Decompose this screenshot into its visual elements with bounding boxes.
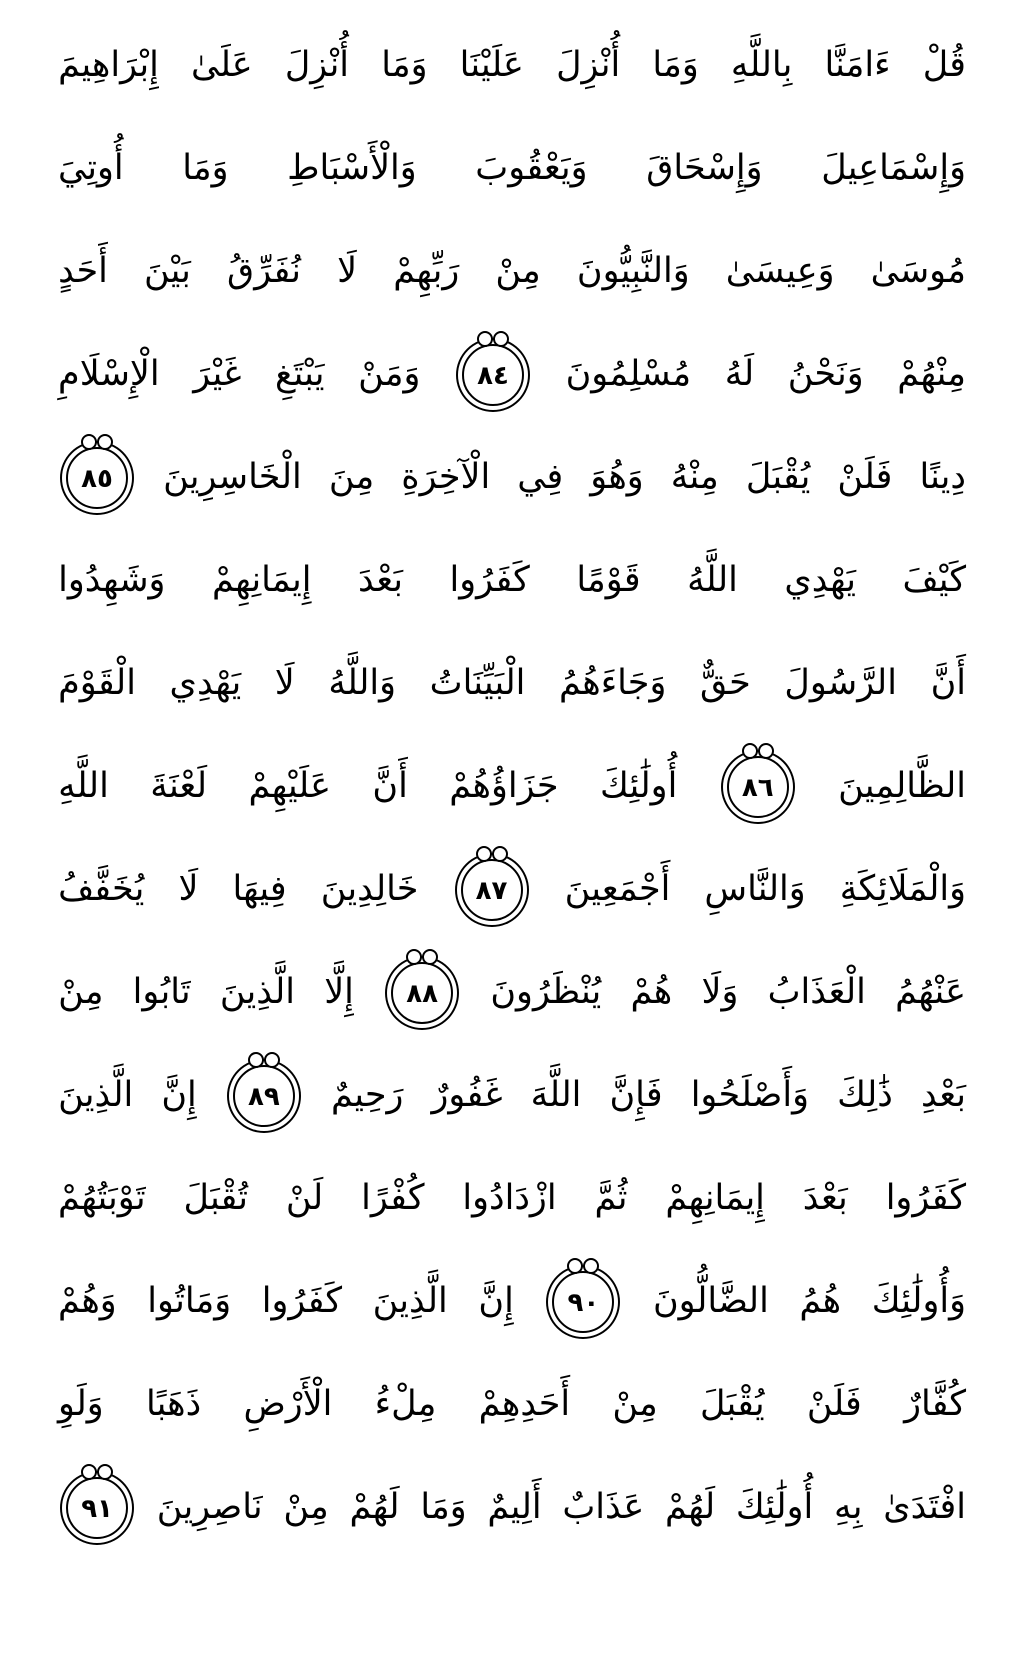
quran-word: نُفَرِّقُ xyxy=(227,251,301,291)
quran-word: أَلِيمٌ xyxy=(487,1487,542,1527)
quran-word: لَا xyxy=(274,663,295,703)
quran-line xyxy=(58,1353,966,1456)
quran-word: الْبَيِّنَاتُ xyxy=(429,663,526,703)
quran-word: اللَّهُ xyxy=(687,560,738,600)
quran-word: يَهْدِي xyxy=(784,560,857,600)
quran-word: كُفَّارٌ xyxy=(904,1384,966,1424)
verse-end-marker-icon xyxy=(552,1271,614,1333)
quran-word: الْأَرْضِ xyxy=(243,1384,333,1424)
verse-end-marker-icon xyxy=(461,859,523,921)
quran-word: عَذَابٌ xyxy=(562,1487,645,1527)
quran-word: يَهْدِي xyxy=(169,663,242,703)
quran-word: بَيْنَ xyxy=(143,251,191,291)
quran-word: فَإِنَّ xyxy=(609,1075,663,1115)
quran-word: غَفُورٌ xyxy=(431,1075,503,1115)
quran-word: وَمَا xyxy=(381,45,428,85)
quran-line xyxy=(58,1044,966,1147)
quran-word: عَلَيْنَا xyxy=(459,45,524,85)
quran-word: وَاللَّهُ xyxy=(328,663,397,703)
quran-word: فِي xyxy=(517,457,564,497)
verse-end-marker-icon xyxy=(391,962,453,1024)
quran-word: يُقْبَلَ xyxy=(745,457,811,497)
quran-word: أَجْمَعِينَ xyxy=(564,869,671,909)
quran-word: عَنْهُمُ xyxy=(895,972,966,1012)
quran-word: وَلَوِ xyxy=(58,1384,104,1424)
verse-number: ٨٧ xyxy=(475,875,508,906)
quran-word: كَفَرُوا xyxy=(261,1281,343,1321)
quran-word: أَحَدٍ xyxy=(58,251,108,291)
quran-line xyxy=(58,220,966,323)
quran-word: بَعْدَ xyxy=(358,560,404,600)
verse-end-marker-icon xyxy=(233,1065,295,1127)
quran-line xyxy=(58,632,966,735)
quran-word: وَشَهِدُوا xyxy=(58,560,166,600)
verse-end-marker-icon xyxy=(66,1477,128,1539)
quran-word: لَنْ xyxy=(285,1178,324,1218)
quran-word: يَبْتَغِ xyxy=(274,354,325,394)
verse-end-marker-icon xyxy=(727,756,789,818)
quran-word: بَعْدَ xyxy=(802,1178,848,1218)
quran-word: لَعْنَةَ xyxy=(150,766,208,806)
quran-word: وَالنَّبِيُّونَ xyxy=(576,251,690,291)
quran-word: الرَّسُولَ xyxy=(784,663,897,703)
quran-word: إِبْرَاهِيمَ xyxy=(58,45,159,85)
quran-word: مِنْهُمْ xyxy=(897,354,966,394)
verse-number: ٨٨ xyxy=(406,978,438,1009)
quran-word: هُمْ xyxy=(630,972,673,1012)
quran-word: وَمَاتُوا xyxy=(147,1281,232,1321)
quran-line xyxy=(58,941,966,1044)
quran-word: بِهِ xyxy=(833,1487,863,1527)
quran-word: مِنْ xyxy=(612,1384,658,1424)
quran-word: مِنَ xyxy=(328,457,375,497)
quran-word: تَوْبَتُهُمْ xyxy=(58,1178,146,1218)
quran-word: عَلَيْهِمْ xyxy=(248,766,331,806)
quran-line xyxy=(58,426,966,529)
quran-word: لَا xyxy=(337,251,358,291)
quran-word: ذَٰلِكَ xyxy=(837,1075,893,1115)
quran-word: ازْدَادُوا xyxy=(462,1178,557,1218)
quran-line xyxy=(58,323,966,426)
quran-word: أُنْزِلَ xyxy=(284,45,350,85)
verse-number: ٨٦ xyxy=(741,772,774,803)
quran-word: أَنَّ xyxy=(372,766,408,806)
verse-end-marker-icon xyxy=(462,344,524,406)
quran-word: قُلْ xyxy=(922,45,966,85)
quran-line xyxy=(58,14,966,117)
quran-word: وَمَا xyxy=(652,45,699,85)
quran-word: إِيمَانِهِمْ xyxy=(211,560,312,600)
quran-word: ذَهَبًا xyxy=(145,1384,202,1424)
quran-word: نَاصِرِينَ xyxy=(156,1487,263,1527)
quran-word: خَالِدِينَ xyxy=(320,869,419,909)
quran-word: يُقْبَلَ xyxy=(700,1384,765,1424)
quran-word: أَنَّ xyxy=(930,663,966,703)
quran-word: الْآخِرَةِ xyxy=(401,457,491,497)
quran-word: كَفَرُوا xyxy=(449,560,530,600)
quran-word: مُوسَىٰ xyxy=(870,251,966,291)
quran-word: الَّذِينَ xyxy=(219,972,295,1012)
quran-word: مِنْ xyxy=(495,251,541,291)
quran-word: الضَّالُّونَ xyxy=(652,1281,769,1321)
quran-word: إِلَّا xyxy=(324,972,354,1012)
quran-word: مِلْءُ xyxy=(374,1384,437,1424)
quran-word: حَقٌّ xyxy=(699,663,751,703)
quran-line xyxy=(58,1147,966,1250)
quran-word: جَزَاؤُهُمْ xyxy=(449,766,559,806)
quran-word: الْإِسْلَامِ xyxy=(58,354,160,394)
quran-word: وَعِيسَىٰ xyxy=(725,251,835,291)
quran-word: الْقَوْمَ xyxy=(58,663,136,703)
quran-word: الْعَذَابُ xyxy=(767,972,866,1012)
quran-line xyxy=(58,117,966,220)
quran-word: وَلَا xyxy=(701,972,739,1012)
quran-line xyxy=(58,1250,966,1353)
quran-word: مِنْ xyxy=(58,972,104,1012)
quran-word: تَابُوا xyxy=(132,972,191,1012)
quran-word: وَإِسْمَاعِيلَ xyxy=(821,148,966,188)
quran-word: أُولَٰئِكَ xyxy=(735,1487,814,1527)
quran-word: الَّذِينَ xyxy=(372,1281,448,1321)
quran-word: لَهُ xyxy=(724,354,755,394)
quran-word: وَالْمَلَائِكَةِ xyxy=(839,869,966,909)
quran-word: لَهُمْ xyxy=(665,1487,716,1527)
quran-word: بَعْدِ xyxy=(921,1075,966,1115)
quran-word: مُسْلِمُونَ xyxy=(565,354,692,394)
quran-word: يُنْظَرُونَ xyxy=(490,972,602,1012)
quran-word: وَمَا xyxy=(420,1487,467,1527)
quran-word: اللَّهِ xyxy=(58,766,109,806)
quran-word: الَّذِينَ xyxy=(58,1075,134,1115)
quran-word: ثُمَّ xyxy=(594,1178,628,1218)
quran-word: وَالنَّاسِ xyxy=(704,869,806,909)
quran-word: إِنَّ xyxy=(478,1281,514,1321)
quran-word: وَأُولَٰئِكَ xyxy=(871,1281,966,1321)
quran-word: اللَّهَ xyxy=(530,1075,582,1115)
quran-line xyxy=(58,529,966,632)
verse-number: ٨٤ xyxy=(477,360,509,391)
quran-word: أَحَدِهِمْ xyxy=(478,1384,571,1424)
verse-number: ٨٩ xyxy=(248,1081,280,1112)
quran-word: كُفْرًا xyxy=(361,1178,425,1218)
quran-word: وَإِسْحَاقَ xyxy=(646,148,763,188)
verse-number: ٩٠ xyxy=(567,1287,600,1318)
quran-word: وَجَاءَهُمُ xyxy=(558,663,667,703)
quran-line xyxy=(58,838,966,941)
quran-word: رَحِيمٌ xyxy=(330,1075,404,1115)
quran-word: وَيَعْقُوبَ xyxy=(475,148,588,188)
quran-word: لَهُمْ xyxy=(349,1487,400,1527)
quran-word: يُخَفَّفُ xyxy=(58,869,145,909)
quran-line xyxy=(58,735,966,838)
quran-word: الْخَاسِرِينَ xyxy=(163,457,302,497)
quran-word: وَمَا xyxy=(182,148,229,188)
quran-word: أُنْزِلَ xyxy=(556,45,621,85)
quran-word: كَفَرُوا xyxy=(885,1178,966,1218)
quran-word: وَمَنْ xyxy=(358,354,421,394)
quran-word: عَلَىٰ xyxy=(191,45,253,85)
quran-word: فَلَنْ xyxy=(806,1384,862,1424)
quran-word: وَهُمْ xyxy=(58,1281,117,1321)
quran-word: غَيْرَ xyxy=(193,354,242,394)
quran-word: أُولَٰئِكَ xyxy=(599,766,678,806)
quran-word: وَنَحْنُ xyxy=(787,354,864,394)
quran-word: لَا xyxy=(178,869,199,909)
quran-word: افْتَدَىٰ xyxy=(883,1487,966,1527)
quran-word: الظَّالِمِينَ xyxy=(838,766,966,806)
quran-word: كَيْفَ xyxy=(902,560,966,600)
quran-word: إِيمَانِهِمْ xyxy=(665,1178,765,1218)
quran-word: رَبِّهِمْ xyxy=(393,251,460,291)
quran-word: وَأَصْلَحُوا xyxy=(690,1075,810,1115)
verse-number: ٩١ xyxy=(81,1493,113,1524)
quran-word: قَوْمًا xyxy=(576,560,641,600)
quran-word: إِنَّ xyxy=(161,1075,197,1115)
quran-word: بِاللَّهِ xyxy=(730,45,793,85)
verse-end-marker-icon xyxy=(66,447,128,509)
quran-word: وَهُوَ xyxy=(590,457,644,497)
quran-word: تُقْبَلَ xyxy=(183,1178,248,1218)
quran-word: دِينًا xyxy=(919,457,966,497)
quran-word: وَالْأَسْبَاطِ xyxy=(287,148,417,188)
quran-word: هُمُ xyxy=(799,1281,842,1321)
quran-word: فِيهَا xyxy=(232,869,287,909)
quran-word: مِنْ xyxy=(283,1487,329,1527)
quran-word: ءَامَنَّا xyxy=(824,45,891,85)
quran-word: فَلَنْ xyxy=(837,457,893,497)
quran-word: مِنْهُ xyxy=(670,457,719,497)
quran-word: أُوتِيَ xyxy=(58,148,124,188)
quran-line xyxy=(58,1456,966,1559)
verse-number: ٨٥ xyxy=(81,463,113,494)
